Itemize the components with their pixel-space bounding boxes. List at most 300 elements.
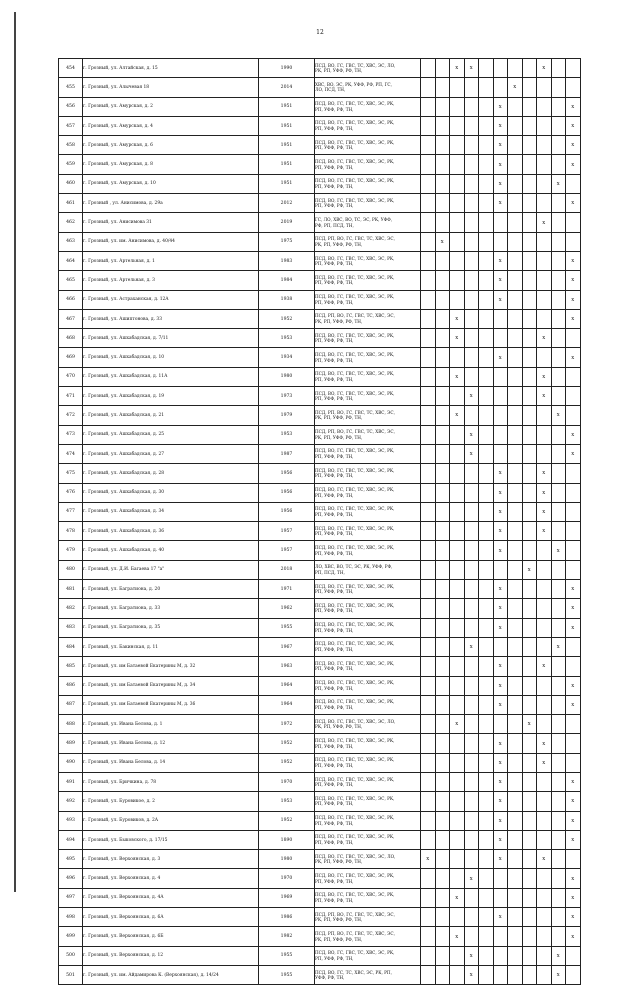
mark-cell bbox=[522, 213, 537, 232]
mark-cell bbox=[435, 560, 450, 579]
mark-cell bbox=[493, 387, 508, 406]
mark-cell bbox=[537, 155, 552, 174]
mark-cell: x bbox=[566, 869, 581, 888]
table-row bbox=[59, 213, 581, 232]
mark-cell bbox=[479, 309, 494, 328]
year-cell: 1986 bbox=[259, 908, 315, 927]
mark-cell bbox=[450, 425, 465, 444]
table-row bbox=[59, 908, 581, 927]
mark-cell bbox=[450, 734, 465, 753]
year-cell: 1987 bbox=[259, 444, 315, 463]
mark-cell bbox=[566, 753, 581, 772]
mark-cell bbox=[508, 464, 523, 483]
year-cell: 2019 bbox=[259, 213, 315, 232]
row-number: 469 bbox=[59, 348, 83, 367]
systems-line: РП, УФФ, РФ, ТН, bbox=[315, 280, 354, 286]
mark-cell: x bbox=[566, 792, 581, 811]
mark-cell bbox=[464, 618, 479, 637]
systems-cell bbox=[315, 850, 421, 869]
mark-cell: x bbox=[522, 715, 537, 734]
mark-cell bbox=[421, 329, 436, 348]
mark-cell bbox=[450, 78, 465, 97]
mark-cell bbox=[435, 676, 450, 695]
mark-cell bbox=[508, 946, 523, 965]
mark-cell: x bbox=[551, 541, 566, 560]
mark-cell bbox=[551, 78, 566, 97]
mark-cell: x bbox=[493, 772, 508, 791]
mark-cell bbox=[551, 367, 566, 386]
table-row bbox=[59, 811, 581, 830]
systems-line: ПСД, ВО, ГС, ГВС, ТС, ХВС, ЭС, РК, bbox=[315, 332, 395, 338]
row-number: 478 bbox=[59, 522, 83, 541]
mark-cell bbox=[464, 97, 479, 116]
mark-cell bbox=[566, 329, 581, 348]
mark-cell bbox=[435, 425, 450, 444]
mark-cell bbox=[551, 387, 566, 406]
row-number: 479 bbox=[59, 541, 83, 560]
table-row bbox=[59, 348, 581, 367]
address-cell: г. Грозный, ул. Ашхабадская, д. 10 bbox=[83, 348, 259, 367]
table-row bbox=[59, 695, 581, 714]
mark-cell bbox=[435, 522, 450, 541]
mark-cell bbox=[522, 348, 537, 367]
systems-line: ПСД, ВО, ГС, ГВС, ТС, ХВС, ЭС, РК, bbox=[315, 101, 395, 107]
mark-cell bbox=[508, 560, 523, 579]
mark-cell bbox=[464, 136, 479, 155]
mark-cell bbox=[464, 541, 479, 560]
address-cell: г. Грозный, ул. Ашхабадская, д. 30 bbox=[83, 483, 259, 502]
mark-cell bbox=[508, 309, 523, 328]
mark-cell bbox=[522, 174, 537, 193]
mark-cell bbox=[421, 174, 436, 193]
mark-cell bbox=[421, 560, 436, 579]
address-cell: г. Грозный, ул. Багратиона, д. 20 bbox=[83, 580, 259, 599]
mark-cell bbox=[450, 676, 465, 695]
mark-cell bbox=[522, 464, 537, 483]
systems-line: ПСД, ВО, ГС, ГВС, ТС, ХВС, ЭС, РК, bbox=[315, 139, 395, 145]
mark-cell: x bbox=[551, 406, 566, 425]
systems-line: ПСД, ВО, ГС, ГВС, ТС, ХВС, ЭС, РК, bbox=[315, 544, 395, 550]
mark-cell bbox=[450, 599, 465, 618]
mark-cell bbox=[421, 251, 436, 270]
mark-cell bbox=[464, 309, 479, 328]
systems-cell bbox=[315, 329, 421, 348]
systems-cell bbox=[315, 965, 421, 984]
mark-cell bbox=[479, 734, 494, 753]
mark-cell: x bbox=[464, 59, 479, 78]
mark-cell bbox=[551, 213, 566, 232]
systems-cell bbox=[315, 232, 421, 251]
row-number: 496 bbox=[59, 869, 83, 888]
address-cell: г. Грозный, ул. Анисимова 31 bbox=[83, 213, 259, 232]
systems-line: РП, УФФ, РФ, ТН, bbox=[315, 396, 354, 402]
mark-cell bbox=[551, 232, 566, 251]
row-number: 486 bbox=[59, 676, 83, 695]
mark-cell: x bbox=[566, 290, 581, 309]
mark-cell bbox=[435, 753, 450, 772]
mark-cell bbox=[566, 965, 581, 984]
mark-cell bbox=[435, 444, 450, 463]
mark-cell bbox=[551, 483, 566, 502]
mark-cell bbox=[479, 772, 494, 791]
year-cell: 1969 bbox=[259, 888, 315, 907]
systems-line: ПСД, ВО, ГС, ГВС, ТС, ХВС, ЭС, РК, bbox=[315, 390, 395, 396]
year-cell: 1890 bbox=[259, 830, 315, 849]
mark-cell bbox=[421, 309, 436, 328]
year-cell: 1951 bbox=[259, 174, 315, 193]
mark-cell bbox=[508, 502, 523, 521]
systems-line: РК, РП, УФФ, РФ, ТН, bbox=[315, 319, 363, 324]
mark-cell bbox=[551, 155, 566, 174]
table-row bbox=[59, 194, 581, 213]
systems-line: РК, РП, УФФ, РФ, ТН, bbox=[315, 917, 363, 923]
table-row bbox=[59, 830, 581, 849]
systems-line: РП, УФФ, РФ, ТН, bbox=[315, 608, 354, 614]
mark-cell: x bbox=[450, 309, 465, 328]
mark-cell bbox=[508, 753, 523, 772]
mark-cell bbox=[508, 811, 523, 830]
systems-cell bbox=[315, 483, 421, 502]
mark-cell bbox=[479, 425, 494, 444]
systems-line: ПСД, ВО, ГС, ГВС, ТС, ХВС, ЭС, РК, bbox=[315, 294, 395, 300]
mark-cell bbox=[464, 580, 479, 599]
mark-cell bbox=[551, 560, 566, 579]
systems-line: ПСД, ВО, ГС, ГВС, ТС, ХВС, ЭС, ЛО, bbox=[315, 853, 396, 859]
mark-cell bbox=[435, 387, 450, 406]
year-cell: 1970 bbox=[259, 772, 315, 791]
mark-cell bbox=[479, 965, 494, 984]
mark-cell bbox=[479, 676, 494, 695]
mark-cell bbox=[493, 425, 508, 444]
mark-cell bbox=[450, 522, 465, 541]
mark-cell bbox=[537, 676, 552, 695]
mark-cell bbox=[522, 78, 537, 97]
mark-cell bbox=[479, 329, 494, 348]
mark-cell: x bbox=[566, 348, 581, 367]
mark-cell bbox=[508, 290, 523, 309]
mark-cell bbox=[551, 830, 566, 849]
address-cell: г. Грозный, ул. Ашхабадская, д. 27 bbox=[83, 444, 259, 463]
mark-cell bbox=[522, 869, 537, 888]
year-cell: 1967 bbox=[259, 637, 315, 656]
systems-cell bbox=[315, 213, 421, 232]
mark-cell bbox=[464, 174, 479, 193]
table-row bbox=[59, 753, 581, 772]
systems-line: ПСД, ВО, ГС, ГВС, ТС, ХВС, ЭС, РК, bbox=[315, 795, 395, 801]
mark-cell bbox=[479, 580, 494, 599]
mark-cell: x bbox=[537, 657, 552, 676]
mark-cell bbox=[508, 271, 523, 290]
mark-cell bbox=[537, 637, 552, 656]
mark-cell bbox=[450, 811, 465, 830]
mark-cell: x bbox=[537, 464, 552, 483]
year-cell: 1980 bbox=[259, 850, 315, 869]
year-cell: 1952 bbox=[259, 753, 315, 772]
mark-cell bbox=[551, 309, 566, 328]
systems-line: РП, УФФ, РФ, ТН, bbox=[315, 145, 354, 151]
mark-cell bbox=[551, 715, 566, 734]
mark-cell bbox=[421, 869, 436, 888]
systems-line: РП, УФФ, РФ, ТН, bbox=[315, 955, 354, 961]
systems-line: РП, УФФ, РФ, ТН, bbox=[315, 261, 354, 267]
mark-cell bbox=[479, 213, 494, 232]
mark-cell bbox=[450, 194, 465, 213]
row-number: 484 bbox=[59, 637, 83, 656]
mark-cell: x bbox=[566, 830, 581, 849]
mark-cell bbox=[551, 59, 566, 78]
year-cell: 1979 bbox=[259, 406, 315, 425]
mark-cell bbox=[551, 908, 566, 927]
mark-cell bbox=[508, 772, 523, 791]
address-cell: г. Грозный, ул. Бричкина, д. 78 bbox=[83, 772, 259, 791]
systems-line: РП, УФФ, РФ, ТН, bbox=[315, 801, 354, 807]
row-number: 460 bbox=[59, 174, 83, 193]
systems-line: РП, УФФ, РФ, ТН, bbox=[315, 511, 354, 517]
row-number: 476 bbox=[59, 483, 83, 502]
mark-cell: x bbox=[464, 869, 479, 888]
mark-cell bbox=[450, 965, 465, 984]
table-row bbox=[59, 869, 581, 888]
mark-cell bbox=[537, 174, 552, 193]
mark-cell: x bbox=[464, 387, 479, 406]
mark-cell bbox=[450, 174, 465, 193]
systems-line: РП, УФФ, РФ, ТН, bbox=[315, 473, 354, 479]
mark-cell bbox=[464, 927, 479, 946]
mark-cell bbox=[421, 387, 436, 406]
table-row bbox=[59, 541, 581, 560]
table-row bbox=[59, 927, 581, 946]
mark-cell bbox=[479, 695, 494, 714]
row-number: 485 bbox=[59, 657, 83, 676]
mark-cell bbox=[522, 194, 537, 213]
mark-cell bbox=[479, 502, 494, 521]
mark-cell bbox=[537, 97, 552, 116]
year-cell: 1964 bbox=[259, 695, 315, 714]
mark-cell bbox=[435, 59, 450, 78]
mark-cell bbox=[464, 850, 479, 869]
mark-cell bbox=[493, 59, 508, 78]
mark-cell bbox=[537, 792, 552, 811]
mark-cell bbox=[435, 155, 450, 174]
mark-cell bbox=[450, 560, 465, 579]
mark-cell bbox=[508, 830, 523, 849]
mark-cell: x bbox=[493, 136, 508, 155]
mark-cell bbox=[522, 59, 537, 78]
mark-cell bbox=[479, 387, 494, 406]
row-number: 457 bbox=[59, 116, 83, 135]
mark-cell bbox=[508, 927, 523, 946]
mark-cell bbox=[522, 483, 537, 502]
systems-cell bbox=[315, 97, 421, 116]
mark-cell: x bbox=[493, 541, 508, 560]
mark-cell: x bbox=[493, 251, 508, 270]
mark-cell bbox=[435, 946, 450, 965]
mark-cell: x bbox=[493, 676, 508, 695]
mark-cell bbox=[522, 136, 537, 155]
mark-cell bbox=[450, 387, 465, 406]
mark-cell bbox=[522, 425, 537, 444]
mark-cell bbox=[566, 715, 581, 734]
systems-cell bbox=[315, 927, 421, 946]
mark-cell bbox=[479, 174, 494, 193]
mark-cell: x bbox=[493, 792, 508, 811]
mark-cell: x bbox=[566, 772, 581, 791]
mark-cell bbox=[522, 850, 537, 869]
mark-cell bbox=[421, 116, 436, 135]
mark-cell: x bbox=[450, 927, 465, 946]
mark-cell bbox=[435, 290, 450, 309]
systems-line: РП, УФФ, РФ, ТН, bbox=[315, 840, 354, 846]
mark-cell bbox=[464, 560, 479, 579]
mark-cell: x bbox=[551, 965, 566, 984]
mark-cell bbox=[493, 965, 508, 984]
row-number: 461 bbox=[59, 194, 83, 213]
mark-cell bbox=[522, 406, 537, 425]
mark-cell bbox=[522, 251, 537, 270]
mark-cell bbox=[421, 792, 436, 811]
table-row bbox=[59, 715, 581, 734]
mark-cell: x bbox=[421, 850, 436, 869]
row-number: 477 bbox=[59, 502, 83, 521]
mark-cell bbox=[508, 522, 523, 541]
mark-cell bbox=[551, 850, 566, 869]
systems-line: ПСД, ВО, ГС, ГВС, ТС, ХВС, ЭС, РК, bbox=[315, 525, 395, 531]
mark-cell bbox=[537, 425, 552, 444]
table-row bbox=[59, 444, 581, 463]
mark-cell bbox=[464, 329, 479, 348]
mark-cell: x bbox=[566, 444, 581, 463]
table-row bbox=[59, 637, 581, 656]
mark-cell bbox=[551, 657, 566, 676]
systems-line: ПСД, ВО, ГС, ГВС, ТС, ХВС, ЭС, ЛО, bbox=[315, 62, 396, 68]
year-cell: 1963 bbox=[259, 657, 315, 676]
systems-cell bbox=[315, 194, 421, 213]
mark-cell bbox=[450, 348, 465, 367]
mark-cell bbox=[421, 97, 436, 116]
systems-cell bbox=[315, 348, 421, 367]
mark-cell bbox=[450, 541, 465, 560]
address-cell: г. Грозный, ул. им. Анисимова, д. 40/44 bbox=[83, 232, 259, 251]
systems-line: РК, РП, УФФ, РФ, ТН, bbox=[315, 68, 363, 74]
mark-cell bbox=[537, 965, 552, 984]
mark-cell bbox=[566, 946, 581, 965]
mark-cell bbox=[479, 560, 494, 579]
mark-cell: x bbox=[537, 753, 552, 772]
mark-cell: x bbox=[450, 329, 465, 348]
year-cell: 1970 bbox=[259, 869, 315, 888]
address-cell: г. Грозный, ул. Бакинская, д. 11 bbox=[83, 637, 259, 656]
mark-cell bbox=[421, 734, 436, 753]
address-cell: г. Грозный, ул. Ашхабадская, д. 7/11 bbox=[83, 329, 259, 348]
systems-line: ПСД, ВО, ГС, ГВС, ТС, ХВС, ЭС, РК, bbox=[315, 737, 395, 743]
address-cell: г. Грозный, ул. Астраханская, д. 12А bbox=[83, 290, 259, 309]
address-cell: г. Грозный, ул. Верхоянская, д. 4А bbox=[83, 888, 259, 907]
systems-line: РП, УФФ, РФ, ТН, bbox=[315, 820, 354, 826]
mark-cell: x bbox=[493, 580, 508, 599]
mark-cell bbox=[450, 483, 465, 502]
mark-cell bbox=[551, 792, 566, 811]
mark-cell bbox=[435, 637, 450, 656]
mark-cell bbox=[537, 271, 552, 290]
systems-line: ПСД, ВО, ГС, ГВС, ТС, ХВС, ЭС, РК, bbox=[315, 583, 395, 589]
row-number: 474 bbox=[59, 444, 83, 463]
row-number: 468 bbox=[59, 329, 83, 348]
address-cell: г. Грозный, ул. Буровиков, д. 2А bbox=[83, 811, 259, 830]
table-row bbox=[59, 792, 581, 811]
row-number: 495 bbox=[59, 850, 83, 869]
mark-cell bbox=[464, 116, 479, 135]
mark-cell bbox=[421, 464, 436, 483]
systems-line: РП, УФФ, РФ, ТН, bbox=[315, 666, 354, 672]
mark-cell bbox=[551, 676, 566, 695]
mark-cell bbox=[551, 464, 566, 483]
mark-cell bbox=[566, 734, 581, 753]
systems-line: РП, УФФ, РФ, ТН, bbox=[315, 878, 354, 884]
systems-cell bbox=[315, 657, 421, 676]
mark-cell bbox=[421, 271, 436, 290]
mark-cell bbox=[508, 908, 523, 927]
systems-line: РП, УФФ, РФ, ТН, bbox=[315, 782, 354, 788]
mark-cell bbox=[537, 811, 552, 830]
mark-cell bbox=[537, 869, 552, 888]
mark-cell bbox=[450, 850, 465, 869]
mark-cell bbox=[508, 869, 523, 888]
mark-cell bbox=[435, 715, 450, 734]
mark-cell: x bbox=[566, 155, 581, 174]
mark-cell bbox=[493, 309, 508, 328]
mark-cell bbox=[421, 965, 436, 984]
year-cell: 1956 bbox=[259, 483, 315, 502]
systems-cell bbox=[315, 946, 421, 965]
address-cell: г. Грозный, ул. Ашхабадская, д. 11А bbox=[83, 367, 259, 386]
mark-cell bbox=[435, 213, 450, 232]
mark-cell bbox=[551, 869, 566, 888]
systems-cell bbox=[315, 290, 421, 309]
systems-line: РП, УФФ, РФ, ТН, bbox=[315, 376, 354, 382]
mark-cell bbox=[566, 78, 581, 97]
systems-cell bbox=[315, 599, 421, 618]
year-cell: 1953 bbox=[259, 792, 315, 811]
mark-cell: x bbox=[493, 502, 508, 521]
mark-cell bbox=[435, 174, 450, 193]
address-cell: г. Грозный, ул. Ивана Белова, д. 14 bbox=[83, 753, 259, 772]
mark-cell bbox=[435, 251, 450, 270]
year-cell: 1972 bbox=[259, 715, 315, 734]
mark-cell bbox=[537, 290, 552, 309]
systems-cell bbox=[315, 908, 421, 927]
systems-line: РК, РП, УФФ, РФ, ТН, bbox=[315, 241, 363, 247]
mark-cell: x bbox=[566, 271, 581, 290]
mark-cell bbox=[450, 657, 465, 676]
mark-cell: x bbox=[566, 888, 581, 907]
row-number: 492 bbox=[59, 792, 83, 811]
systems-cell bbox=[315, 309, 421, 328]
address-cell: г. Грозный, ул. Ашхабадская, д. 34 bbox=[83, 502, 259, 521]
table-row bbox=[59, 232, 581, 251]
mark-cell: x bbox=[493, 290, 508, 309]
mark-cell bbox=[435, 367, 450, 386]
row-number: 475 bbox=[59, 464, 83, 483]
address-cell: г. Грозный, ул. Артельная, д. 1 bbox=[83, 251, 259, 270]
mark-cell: x bbox=[493, 155, 508, 174]
mark-cell: x bbox=[493, 174, 508, 193]
systems-line: ПСД, ВО, ГС, ГВС, ТС, ХВС, ЭС, РК, bbox=[315, 352, 395, 357]
mark-cell bbox=[493, 329, 508, 348]
row-number: 463 bbox=[59, 232, 83, 251]
scan-left-edge bbox=[14, 12, 16, 892]
mark-cell bbox=[537, 927, 552, 946]
mark-cell bbox=[435, 657, 450, 676]
